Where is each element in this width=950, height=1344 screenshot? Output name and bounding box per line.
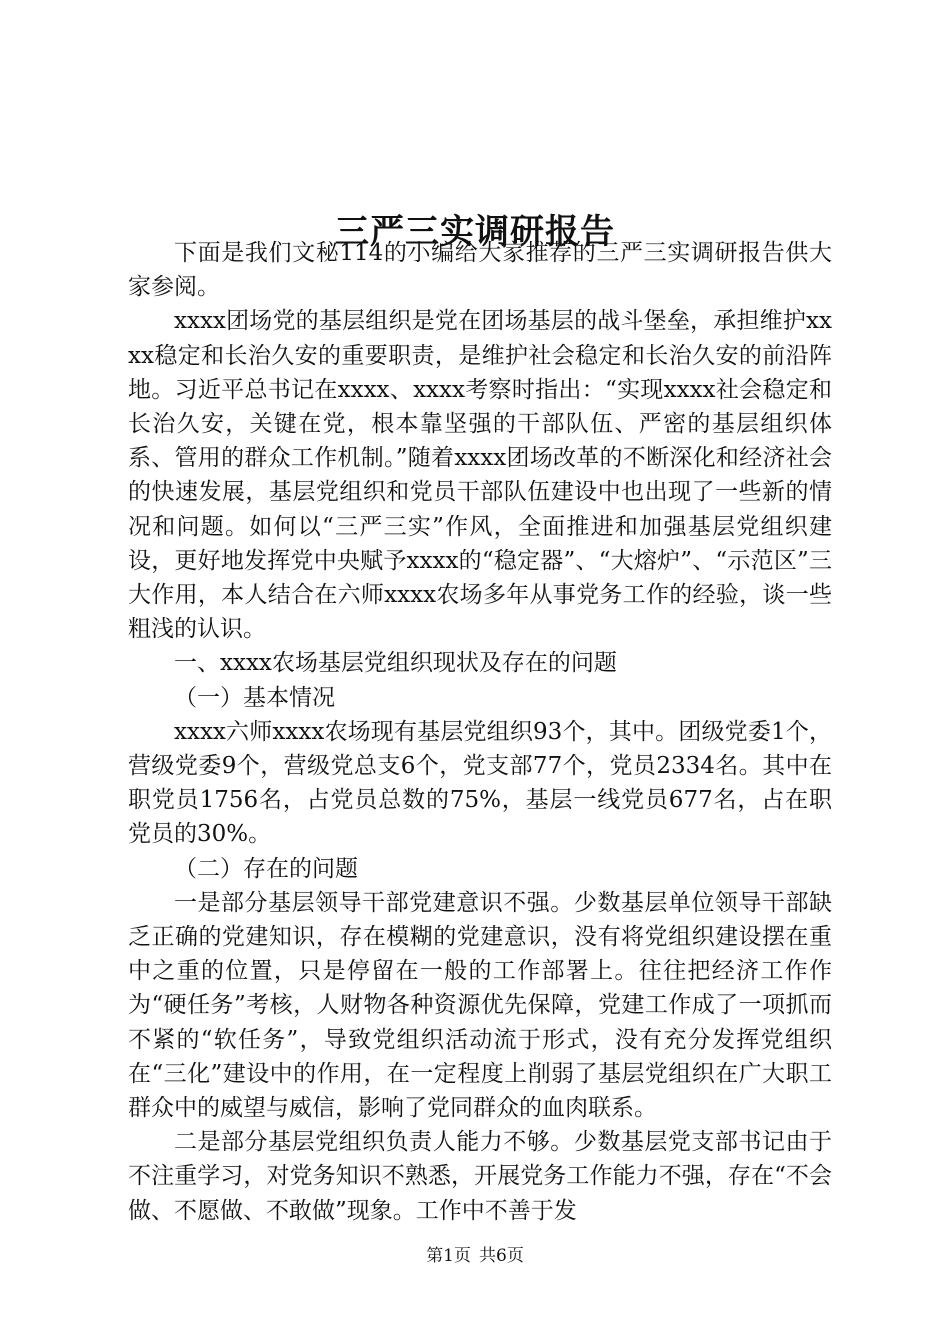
section-heading-1: 一、xxxx农场基层党组织现状及存在的问题 — [174, 650, 617, 677]
paragraph-problem-2: 二是部分基层党组织负责人能力不够。少数基层党支部书记由于不注重学习，对党务知识不熟悉，开展党务工作能力不强，存在“不会做、不愿做、不敢做”现象。工作中不善于发 — [128, 1129, 832, 1224]
paragraph-background: xxxx团场党的基层组织是党在团场基层的战斗堡垒，承担维护xxxx稳定和长治久安的重要职责，是维护社会稳定和长治久安的前沿阵地。习近平总书记在xxxx、xxxx考察时指出：“实现xxxx社会稳定和长治久安，关键在党，根本靠坚强的干部队伍、严密的基层组织体系、管用的群众工作机制。”随着xxxx团场改革的不断深化和经济社会的快速发展，基层党组织和党员干部队伍建设中也出现了一些新的情况和问题。如何以“三严三实”作风，全面推进和加强基层党组织建设，更好地发挥党中央赋予xxxx的“稳定器”、“大熔炉”、“示范区”三大作用，本人结合在六师xxxx农场多年从事党务工作的经验，谈一些粗浅的认识。 — [128, 308, 832, 643]
document-title: 三严三实调研报告 — [335, 211, 615, 252]
paragraph-basic-situation: xxxx六师xxxx农场现有基层党组织93个，其中。团级党委1个，营级党委9个，营级党总支6个，党支部77个，党员2334名。其中在职党员1756名，占党员总数的75%，基层一线党员677名，占在职党员的30%。 — [128, 718, 832, 848]
paragraph-intro: 下面是我们文秘114的小编给大家推荐的三严三实调研报告供大家参阅。 — [128, 240, 832, 301]
document-body — [128, 236, 832, 1228]
page-number: 第1页 — [426, 1246, 471, 1266]
subsection-heading-problems: （二）存在的问题 — [174, 855, 358, 882]
subsection-heading-basic: （一）基本情况 — [174, 684, 335, 711]
page-total: 共6页 — [479, 1246, 524, 1266]
paragraph-problem-1: 一是部分基层领导干部党建意识不强。少数基层单位领导干部缺乏正确的党建知识，存在模糊的党建意识，没有将党组织建设摆在重中之重的位置，只是停留在一般的工作部署上。往往把经济工作作为“硬任务”考核，人财物各种资源优先保障，党建工作成了一项抓而不紧的“软任务”，导致党组织活动流于形式，没有充分发挥党组织在“三化”建设中的作用，在一定程度上削弱了基层党组织在广大职工群众中的威望与威信，影响了党同群众的血肉联系。 — [128, 889, 832, 1122]
page-footer — [0, 1245, 950, 1267]
